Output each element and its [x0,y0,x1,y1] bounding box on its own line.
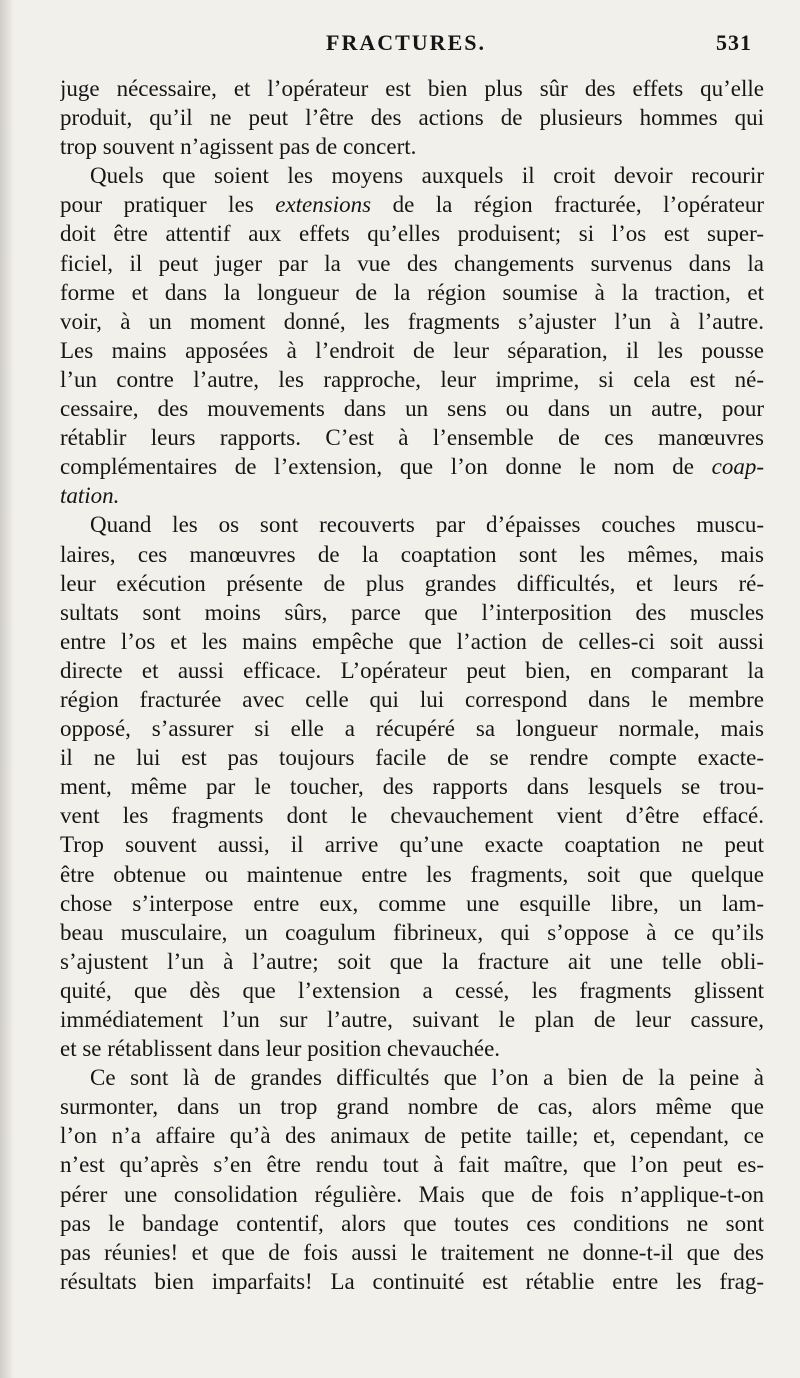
text-line [60,190,764,219]
text-line: Quand les os sont recouverts par d’épaisses couches muscu- [90,512,764,538]
text-line: Trop souvent aussi, il arrive qu’une exacte coaptation ne peut [60,832,764,858]
page-number: 531 [716,30,752,55]
text-line: région fracturée avec celle qui lui correspond dans le membre [60,686,764,712]
text-line: chose s’interpose entre eux, comme une esquille libre, un lam- [60,890,764,916]
running-title: FRACTURES. [326,30,486,55]
text-line: vent les fragments dont le chevauchement vient d’être effacé. [60,803,764,829]
text-line: Ce sont là de grandes difficultés que l’on a bien de la peine à [90,1065,764,1091]
text-line: Les mains apposées à l’endroit de leur séparation, il les pousse [60,337,764,363]
text-fragment: de la région fracturée, l’opérateur [371,192,764,218]
text-line: entre l’os et les mains empêche que l’action de celles-ci soit aussi [60,628,764,654]
text-fragment: complémentaires de l’extension, que l’on donne le nom de [60,454,712,480]
text-line: il ne lui est pas toujours facile de se rendre compte exacte- [60,745,764,771]
text-line: laires, ces manœuvres de la coaptation sont les mêmes, mais [60,541,764,567]
text-line: s’ajustent l’un à l’autre; soit que la fracture ait une telle obli- [60,948,764,974]
text-line: leur exécution présente de plus grandes difficultés, et leurs ré- [60,570,764,596]
text-line: beau musculaire, un coagulum fibrineux, qui s’oppose à ce qu’ils [60,919,764,945]
text-line: surmonter, dans un trop grand nombre de cas, alors même que [60,1094,764,1120]
text-line: sultats sont moins sûrs, parce que l’interposition des muscles [60,599,764,625]
body-text [60,74,764,1296]
text-line: juge nécessaire, et l’opérateur est bien plus sûr des effets qu’elle [60,76,764,101]
text-line: Quels que soient les moyens auxquels il croit devoir recourir [90,163,764,189]
text-line [60,481,764,510]
text-line [60,452,764,481]
text-line: pas le bandage contentif, alors que toutes ces conditions ne sont [60,1210,764,1236]
text-line: quité, que dès que l’extension a cessé, les fragments glissent [60,977,764,1003]
text-line: ment, même par le toucher, des rapports dans lesquels se trou- [60,774,764,800]
italic-term: extensions [275,192,372,218]
running-header [60,30,752,62]
text-line: pas réunies! et que de fois aussi le traitement ne donne-t-il que des [60,1239,764,1265]
text-line: l’un contre l’autre, les rapproche, leur imprime, si cela est né- [60,366,764,392]
text-line: ficiel, il peut juger par la vue des changements survenus dans la [60,250,764,276]
text-line: doit être attentif aux effets qu’elles produisent; si l’os est super- [60,221,764,247]
text-line: et se rétablissent dans leur position chevauchée. [60,1036,501,1062]
italic-term: coap- [711,454,764,480]
text-line: opposé, s’assurer si elle a récupéré sa longueur normale, mais [60,716,764,742]
text-line: voir, à un moment donné, les fragments s’ajuster l’un à l’autre. [60,308,764,334]
text-line: être obtenue ou maintenue entre les fragments, soit que quelque [60,861,764,887]
text-line: résultats bien imparfaits! La continuité est rétablie entre les frag- [60,1268,764,1294]
text-line: pérer une consolidation régulière. Mais que de fois n’applique-t-on [60,1181,764,1207]
text-line: immédiatement l’un sur l’autre, suivant le plan de leur cassure, [60,1007,764,1032]
page-edge-shadow [0,0,14,1378]
text-fragment: pour pratiquer les [60,192,276,218]
italic-term: tation. [60,483,120,509]
text-line: cessaire, des mouvements dans un sens ou dans un autre, pour [60,396,764,422]
text-line: l’on n’a affaire qu’à des animaux de petite taille; et, cependant, ce [60,1123,764,1149]
text-line: produit, qu’il ne peut l’être des actions de plusieurs hommes qui [60,105,764,131]
text-line: directe et aussi efficace. L’opérateur peut bien, en comparant la [60,657,764,683]
text-line: forme et dans la longueur de la région soumise à la traction, et [60,279,764,305]
text-line: rétablir leurs rapports. C’est à l’ensemble de ces manœuvres [60,425,764,451]
text-line: n’est qu’après s’en être rendu tout à fait maître, que l’on peut es- [60,1152,764,1178]
text-line: trop souvent n’agissent pas de concert. [60,134,417,160]
